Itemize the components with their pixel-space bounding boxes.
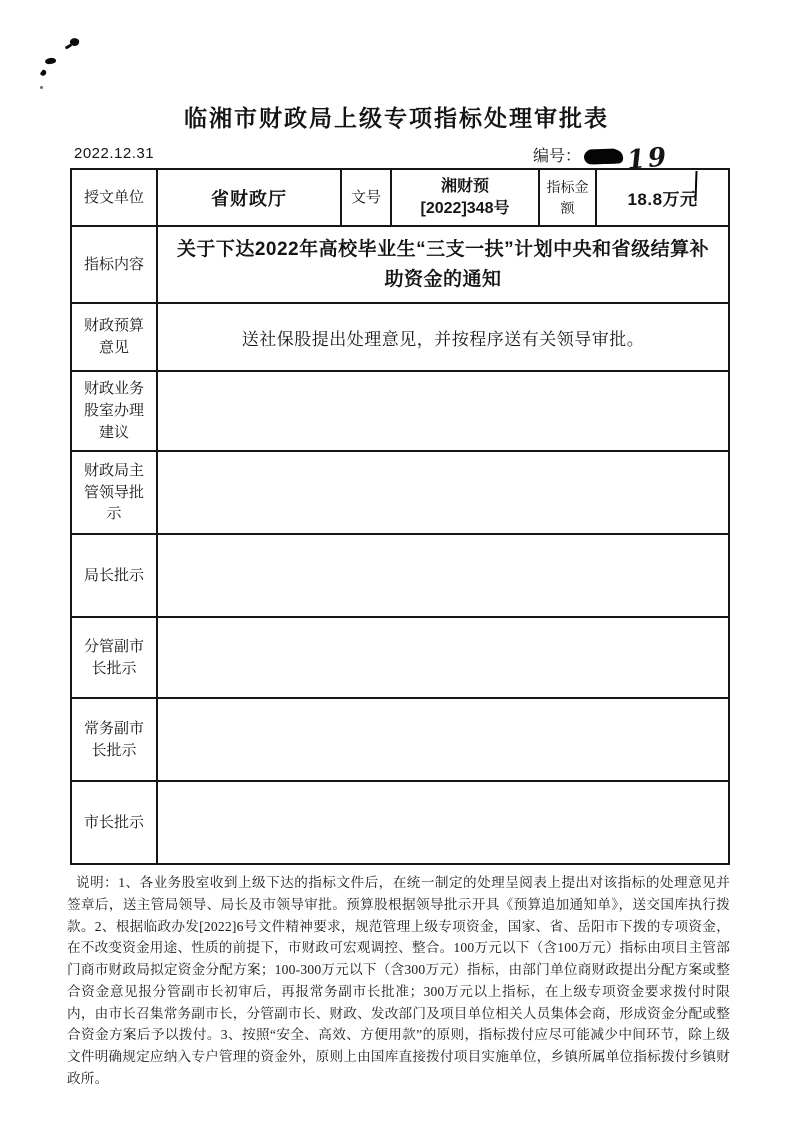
ink-mark bbox=[40, 69, 48, 77]
amount-value: 18.8万元 bbox=[596, 169, 729, 226]
issuing-unit-label: 授文单位 bbox=[71, 169, 157, 226]
table-row bbox=[71, 303, 729, 371]
deputy-mayor-instruction-value bbox=[157, 617, 729, 698]
row-label-mayor-instruction: 市长批示 bbox=[71, 781, 157, 864]
ink-mark bbox=[40, 86, 43, 89]
doc-number-line1: 湘财预 bbox=[440, 177, 489, 195]
notes-text: 说明：1、各业务股室收到上级下达的指标文件后，在统一制定的处理呈阅表上提出对该指标的处理意见并签章后，送主管局领导、局长及市领导审批。预算股根据领导批示开具《预算追加通知单》，送交国库执行拨款。2、根据临政办发[2022]6号文件精神要求，规范管理上级专项资金，国家、省、岳阳市下拨的专项资金，在不改变资金用途、性质的前提下，市财政可宏观调控、整合。100万元以下（含100万元）指标由项目主管部门商市财政局拟定资金分配方案；100-300万元以下（含300万元）指标，由部门单位商财政提出分配方案或整合资金意见报分管副市长初审后，再报常务副市长批准；300万元以上指标，在上级专项资金要求拨付时限内，由市长召集常务副市长，分管副市长、财政、发改部门及项目单位相关人员集体会商，形成资金分配或整合资金方案后予以拨付。3、按照“安全、高效、方便用款”的原则，指标拨付应尽可能减少中间环节，除上级文件明确规定应纳入专户管理的资金外，原则上由国库直接拨付项目实施单位，乡镇所属单位指标拨付乡镇财政所。 bbox=[67, 875, 730, 1086]
meta-row bbox=[70, 141, 730, 176]
row-label-executive-deputy-mayor-instruction: 常务副市长批示 bbox=[71, 698, 157, 781]
handwritten-serial-value: 19 bbox=[625, 142, 671, 176]
indicator-content-value: 关于下达2022年高校毕业生“三支一扶”计划中央和省级结算补助资金的通知 bbox=[157, 226, 729, 303]
amount-label: 指标金额 bbox=[539, 169, 596, 226]
budget-opinion-value: 送社保股提出处理意见，并按程序送有关领导审批。 bbox=[157, 303, 729, 371]
ink-mark bbox=[44, 57, 56, 65]
document-date: 2022.12.31 bbox=[74, 145, 155, 162]
row-label-bureau-leader-instruction: 财政局主管领导批示 bbox=[71, 451, 157, 534]
director-instruction-value bbox=[157, 534, 729, 617]
row-label-indicator-content: 指标内容 bbox=[71, 226, 157, 303]
table-row bbox=[71, 698, 729, 781]
executive-deputy-mayor-instruction-value bbox=[157, 698, 729, 781]
issuing-unit-value: 省财政厅 bbox=[157, 169, 341, 226]
bureau-leader-instruction-value bbox=[157, 451, 729, 534]
doc-number-label: 文号 bbox=[341, 169, 391, 226]
scribble-mark bbox=[585, 148, 621, 163]
doc-number-line2: [2022]348号 bbox=[420, 199, 510, 217]
table-row bbox=[71, 781, 729, 864]
row-label-budget-opinion: 财政预算意见 bbox=[71, 303, 157, 371]
doc-number-value bbox=[391, 169, 539, 226]
row-label-section-suggestion: 财政业务股室办理建议 bbox=[71, 371, 157, 451]
table-row bbox=[71, 169, 729, 226]
row-label-deputy-mayor-instruction: 分管副市长批示 bbox=[71, 617, 157, 698]
page-title: 临湘市财政局上级专项指标处理审批表 bbox=[184, 105, 609, 131]
mayor-instruction-value bbox=[157, 781, 729, 864]
serial-label: 编号： bbox=[533, 148, 582, 165]
row-label-director-instruction: 局长批示 bbox=[71, 534, 157, 617]
table-row bbox=[71, 371, 729, 451]
approval-table bbox=[70, 168, 730, 865]
table-row bbox=[71, 451, 729, 534]
section-suggestion-value bbox=[157, 371, 729, 451]
table-row bbox=[71, 617, 729, 698]
table-row bbox=[71, 534, 729, 617]
ink-mark bbox=[65, 43, 73, 49]
table-row bbox=[71, 226, 729, 303]
